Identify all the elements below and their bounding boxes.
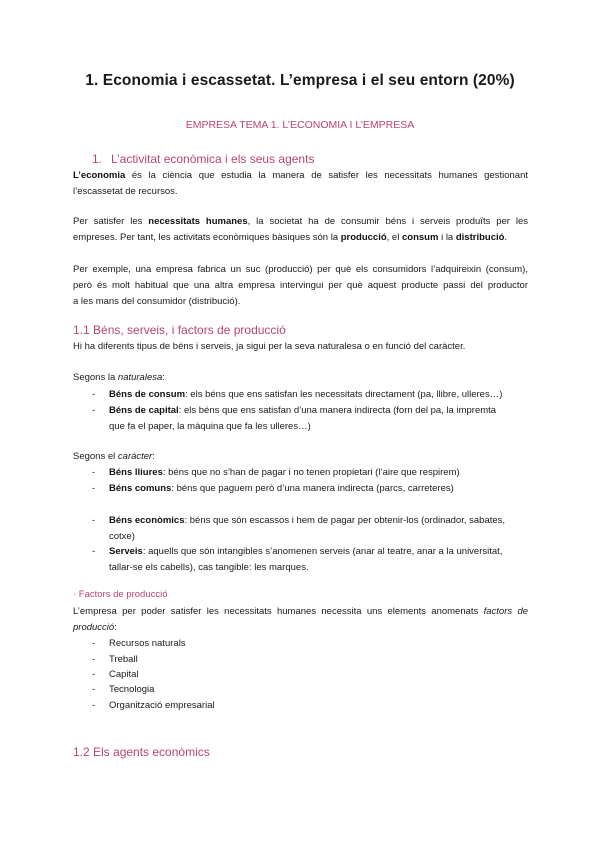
section-1-heading-text: L’activitat econòmica i els seus agents [111,152,315,166]
term-produccio: producció [340,232,387,243]
section-1-2-heading: 1.2 Els agents econòmics [73,745,210,759]
term-bens-capital: Béns de capital [109,405,179,416]
term-consum: consum [401,232,439,243]
term-bens-comuns: Béns comuns [109,483,172,494]
factors-intro: L’empresa per poder satisfer les necessitats humanes necessita uns elements anomenats factors de producció: [73,606,529,633]
term-serveis: Serveis [109,546,143,557]
section-1-heading [92,152,314,166]
term-bens-lliures: Béns lliures [109,467,163,478]
section-1-number: 1. [92,152,103,166]
economia-definition: L’economia és la ciència que estudia la manera de satisfer les necessitats humanes gestionant l’escassetat de recursos. [73,170,528,197]
document-title: 1. Economia i escassetat. L’empresa i el seu entorn (20%) [85,72,515,89]
factors-heading: · Factors de producció [73,589,168,600]
term-necessitats-humanes: necessitats humanes [148,216,248,227]
naturalesa-label: Segons la naturalesa: [73,372,165,383]
caracter-label: Segons el caràcter: [73,451,155,462]
document-subtitle: EMPRESA TEMA 1. L’ECONOMIA I L’EMPRESA [185,119,415,131]
term-bens-consum: Béns de consum [109,389,186,400]
section-1-1-heading: 1.1 Béns, serveis, i factors de producció [73,323,286,337]
necessitats-paragraph: Per satisfer les necessitats humanes, la societat ha de consumir béns i serveis produïts per les empreses. Per tant, les activitats econòmiques bàsiques són la producció, el consum i la distribució. [73,216,529,243]
example-paragraph: Per exemple, una empresa fabrica un suc (producció) per què els consumidors l’adquireixin (consum), però és molt habitual que una altra empresa intervingui per què aquest producte passi del productor a les mans del consumidor (distribució). [73,264,528,307]
term-economia: L’economia [73,170,126,181]
section-1-1-intro: Hi ha diferents tipus de béns i serveis, ja sigui per la seva naturalesa o en funció del caràcter. [73,341,466,352]
term-bens-economics: Béns econòmics [109,515,185,526]
document-page: 1. Economia i escassetat. L’empresa i el seu entorn (20%) EMPRESA TEMA 1. L’ECONOMIA I L’EMPRESA 1. L’activitat econòmica i els seus agents L’economia és la ciència que estudia la manera de satisfer les necessitats humanes gestionant l’escassetat de recursos. Per satisfer les necessitats humanes, la societat ha de consumir béns i serveis produïts per les empreses. Per tant, les activitats econòmiques bàsiques són la producció, el consum i la distribució. Per exemple, una empresa fabrica un suc (producció) per què els consumidors l’adquireixin (consum), però és molt habitual que una altra empresa intervingui per què aquest producte passi del productor a les mans del consumidor (distribució). 1.1 Béns, serveis, i factors de producció Hi ha diferents tipus de béns i serveis, ja sigui per la seva naturalesa o en funció del caràcter. Segons la naturalesa: - Béns de consum: els béns que ens satisfan les necessitats directament (pa, llibre, ulleres…) - Béns de capital: els béns que ens satisfan d’una manera indirecta (forn del pa, la impremta que fa el paper, la màquina que fa les ulleres…) Segons el caràcter: - Béns lliures: béns que no s’han de pagar i no tenen propietari (l’aire que respirem) - Béns comuns: béns que paguem però d’una manera indirecta (parcs, carreteres) - Béns econòmics: béns que són escassos i hem de pagar per obtenir-los (ordinador, sabates, cotxe) - Serveis: aquells que són intangibles s’anomenen serveis (anar al teatre, anar a la universitat, tallar-se els cabells), cas tangible: les marques. · Factors de producció L’empresa per poder satisfer les necessitats humanes necessita uns elements anomenats factors de producció: - Recursos naturals - Treball - Capital - Tecnologia - Organització empresarial 1.2 Els agents econòmics [0,0,600,848]
term-distribucio: distribució [455,232,505,243]
